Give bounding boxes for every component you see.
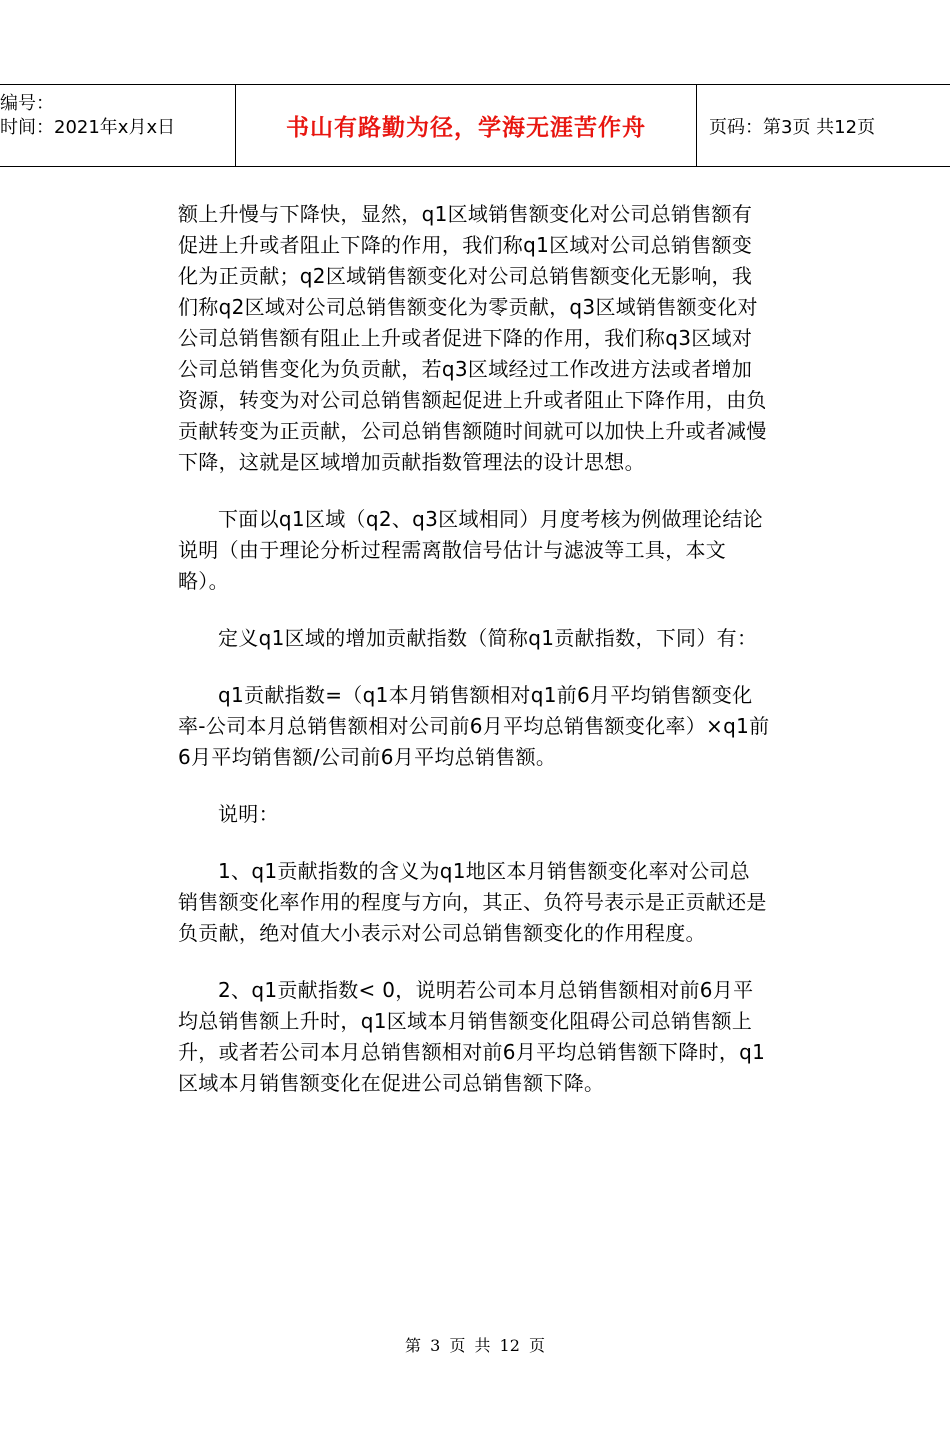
body-paragraph: 2、q1贡献指数< 0，说明若公司本月总销售额相对前6月平均总销售额上升时，q1区域本月销售额变化阻碍公司总销售额上升，或者若公司本月总销售额相对前6月平均总销售额下降时，q1区域本月销售额变化在促进公司总销售额下降。: [178, 978, 766, 1095]
body-paragraph: 说明：: [218, 802, 279, 826]
document-time-label: 时间：2021年x月x日: [0, 117, 176, 138]
body-paragraph: 1、q1贡献指数的含义为q1地区本月销售额变化率对公司总销售额变化率作用的程度与方向，其正、负符号表示是正贡献还是负贡献，绝对值大小表示对公司总销售额变化的作用程度。: [178, 859, 767, 945]
header-motto-cell: [236, 85, 697, 166]
header-motto: 书山有路勤为径，学海无涯苦作舟: [286, 115, 646, 141]
body-paragraph: 额上升慢与下降快，显然，q1区域销售额变化对公司总销售额有促进上升或者阻止下降的作用，我们称q1区域对公司总销售额变化为正贡献；q2区域销售额变化对公司总销售额变化无影响，我们称q2区域对公司总销售额变化为零贡献，q3区域销售额变化对公司总销售额有阻止上升或者促进下降的作用，我们称q3区域对公司总销售变化为负贡献，若q3区域经过工作改进方法或者增加资源，转变为对公司总销售额起促进上升或者阻止下降作用，由负贡献转变为正贡献，公司总销售额随时间就可以加快上升或者减慢下降，这就是区域增加贡献指数管理法的设计思想。: [178, 202, 767, 474]
page-header: [0, 84, 950, 167]
header-page-info: 页码：第3页 共12页: [709, 116, 876, 138]
body-paragraph: 定义q1区域的增加贡献指数（简称q1贡献指数，下同）有：: [218, 626, 758, 650]
document-number-label: 编号：: [0, 93, 54, 114]
formula-paragraph: q1贡献指数=（q1本月销售额相对q1前6月平均销售额变化率-公司本月总销售额相对公司前6月平均总销售额变化率）×q1前6月平均销售额/公司前6月平均总销售额。: [178, 683, 770, 769]
page-footer: 第 3 页 共 12 页: [405, 1336, 545, 1355]
header-page-cell: [697, 85, 950, 166]
header-meta: [0, 85, 236, 166]
body-paragraph: 下面以q1区域（q2、q3区域相同）月度考核为例做理论结论说明（由于理论分析过程需离散信号估计与滤波等工具，本文略）。: [178, 507, 763, 593]
document-body: [178, 199, 770, 1099]
